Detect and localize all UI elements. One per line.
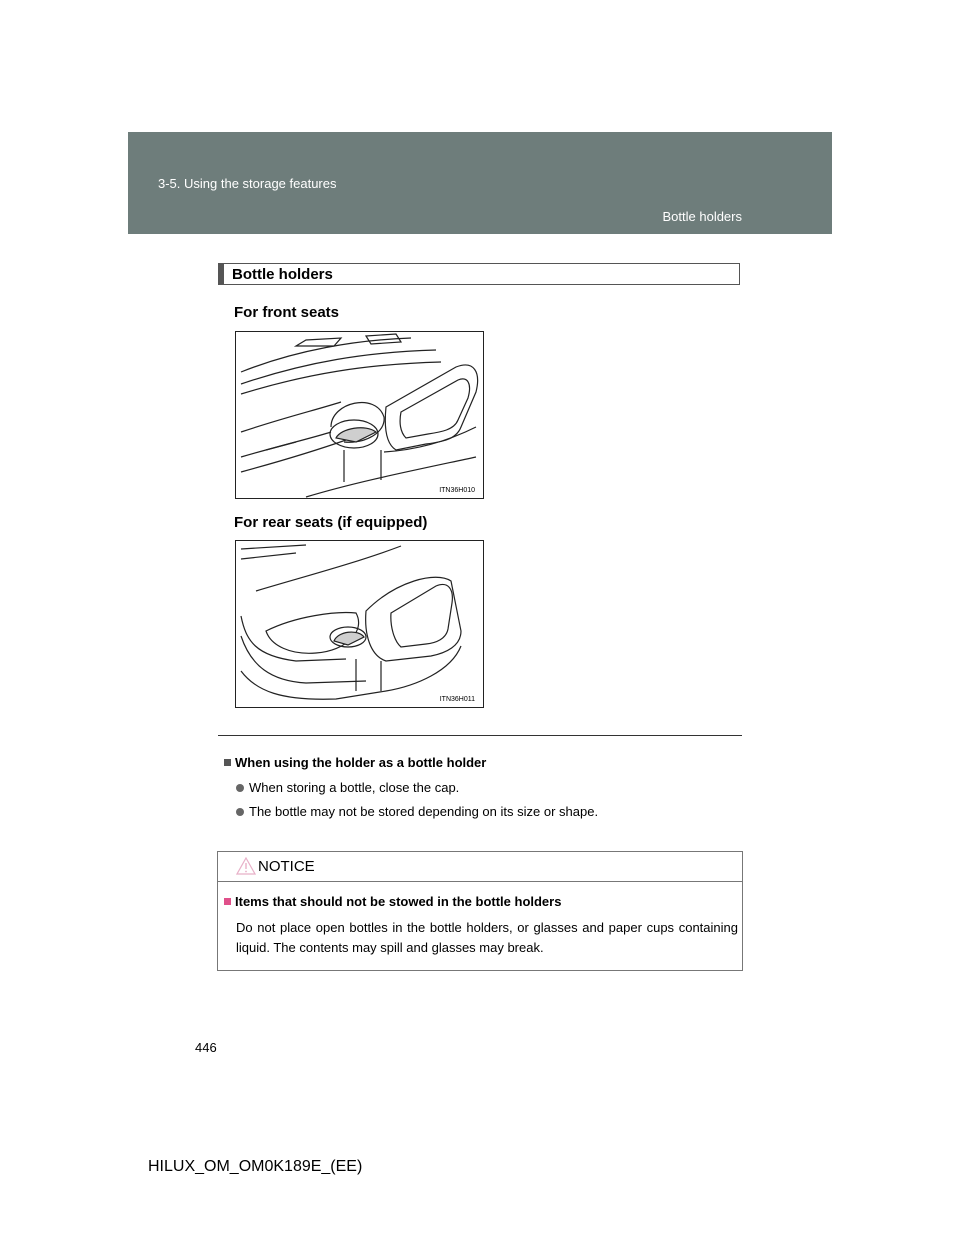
front-bottle-holder-illustration <box>235 331 484 499</box>
list-item-text: When storing a bottle, close the cap. <box>249 780 460 795</box>
page-number: 446 <box>195 1040 217 1055</box>
title-marker <box>219 264 224 284</box>
list-item <box>236 780 459 795</box>
square-bullet-icon <box>224 759 231 766</box>
notice-body: Do not place open bottles in the bottle holders, or glasses and paper cups containing liquid. The contents may spill and glasses may break. <box>236 920 738 955</box>
section-divider <box>218 735 742 736</box>
section-label: 3-5. Using the storage features <box>158 176 337 191</box>
notice-label: NOTICE <box>258 858 315 875</box>
document-code: HILUX_OM_OM0K189E_(EE) <box>148 1158 363 1175</box>
usage-note-heading <box>224 755 486 770</box>
topic-label: Bottle holders <box>662 209 742 224</box>
list-item <box>236 804 598 819</box>
notice-header <box>218 852 742 882</box>
section-title: Bottle holders <box>232 266 333 283</box>
header-band <box>128 132 832 234</box>
circle-bullet-icon <box>236 808 244 816</box>
figure-code: ITN36H011 <box>439 696 475 703</box>
section-title-box <box>218 263 740 285</box>
list-item-text: The bottle may not be stored depending on its size or shape. <box>249 804 599 819</box>
notice-heading <box>224 894 561 909</box>
notice-heading-text: Items that should not be stowed in the bottle holders <box>235 894 562 909</box>
rear-bottle-holder-illustration <box>235 540 484 708</box>
rear-seats-heading: For rear seats (if equipped) <box>234 514 428 531</box>
front-seats-heading: For front seats <box>234 304 340 321</box>
circle-bullet-icon <box>236 784 244 792</box>
notice-box <box>217 851 743 971</box>
usage-note-heading-text: When using the holder as a bottle holder <box>235 755 487 770</box>
figure-code: ITN36H010 <box>439 487 475 494</box>
warning-triangle-icon <box>236 857 256 875</box>
square-bullet-icon <box>224 898 231 905</box>
